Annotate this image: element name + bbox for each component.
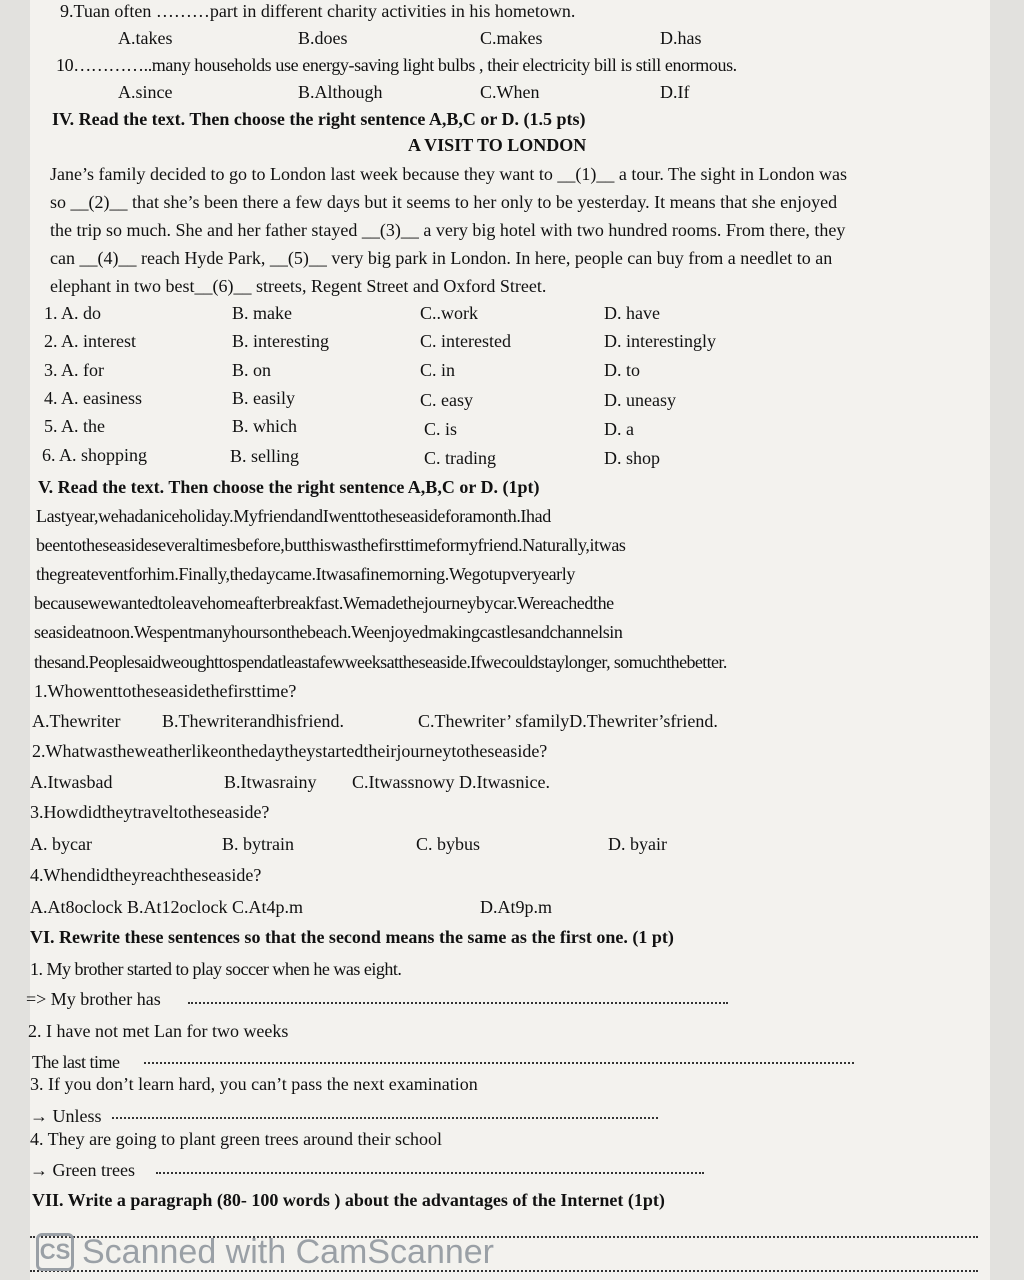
q10-option-a: A.since: [118, 82, 173, 102]
section5-passage-line: thesand.Peoplesaidweoughttospendatleastafewweeksattheseaside.Ifwecouldstaylonger, somuchthebetter.: [34, 652, 727, 672]
s6-item3-prompt: → Unless: [30, 1106, 102, 1126]
camscanner-logo-icon: CS: [36, 1233, 74, 1271]
section5-heading: V. Read the text. Then choose the right sentence A,B,C or D. (1pt): [38, 477, 540, 497]
section5-passage-line: Lastyear,wehadaniceholiday.MyfriendandIwenttotheseasideforamonth.Ihad: [36, 506, 551, 526]
answer-line[interactable]: [144, 1048, 854, 1064]
s5-q4-abc: A.At8oclock B.At12oclock C.At4p.m: [30, 897, 303, 917]
section4-title: A VISIT TO LONDON: [408, 135, 587, 155]
s5-q2-a: A.Itwasbad: [30, 772, 113, 792]
s4-q1-c: C..work: [420, 303, 478, 323]
s6-item4-original: 4. They are going to plant green trees around their school: [30, 1129, 443, 1149]
q9-option-b: B.does: [298, 28, 348, 48]
s4-q4-c: C. easy: [420, 390, 473, 410]
s4-q2-a: 2. A. interest: [44, 331, 136, 351]
s4-q1-b: B. make: [232, 303, 292, 323]
s4-q6-a: 6. A. shopping: [42, 445, 148, 465]
s5-q2-b: B.Itwasrainy: [224, 772, 317, 792]
q9-option-c: C.makes: [480, 28, 543, 48]
s6-item4-prompt: → Green trees: [30, 1160, 135, 1180]
section6-heading: VI. Rewrite these sentences so that the second means the same as the first one. (1 pt): [30, 927, 674, 947]
s6-item3-original: 3. If you don’t learn hard, you can’t pass the next examination: [30, 1074, 478, 1094]
s5-q1-b: B.Thewriterandhisfriend.: [162, 711, 344, 731]
s5-q3-d: D. byair: [608, 834, 667, 854]
section5-passage-line: becausewewantedtoleavehomeafterbreakfast.Wemadethejourneybycar.Wereachedthe: [34, 593, 614, 613]
s5-q4: 4.Whendidtheyreachtheseaside?: [30, 865, 262, 885]
s4-q3-d: D. to: [604, 360, 640, 380]
s4-q6-b: B. selling: [230, 446, 300, 466]
s5-q1: 1.Whowenttotheseasidethefirsttime?: [34, 681, 297, 701]
s4-q4-a: 4. A. easiness: [44, 388, 142, 408]
s5-q2-c: C.Itwassnowy D.Itwasnice.: [352, 772, 550, 792]
q10-option-d: D.If: [660, 82, 690, 102]
s4-q5-b: B. which: [232, 416, 297, 436]
s5-q3-c: C. bybus: [416, 834, 481, 854]
s5-q3-a: A. bycar: [30, 834, 92, 854]
s4-q4-d: D. uneasy: [604, 390, 676, 410]
s5-q4-d: D.At9p.m: [480, 897, 552, 917]
s6-item2-original: 2. I have not met Lan for two weeks: [28, 1021, 289, 1041]
s4-q1-a: 1. A. do: [44, 303, 102, 323]
s6-item1-prompt: => My brother has: [26, 989, 161, 1009]
answer-line[interactable]: [156, 1158, 704, 1174]
section5-passage-line: thegreateventforhim.Finally,thedaycame.Itwasafinemorning.Wegotupveryearly: [36, 564, 575, 584]
s5-q2: 2.Whatwastheweatherlikeonthedaytheystartedtheirjourneytotheseaside?: [32, 741, 548, 761]
q9-option-d: D.has: [660, 28, 702, 48]
answer-line[interactable]: [112, 1103, 658, 1119]
s4-q3-c: C. in: [420, 360, 456, 380]
s5-q1-a: A.Thewriter: [32, 711, 121, 731]
paper-shadow: [0, 0, 30, 1280]
s4-q2-d: D. interestingly: [604, 331, 716, 351]
s4-q2-c: C. interested: [420, 331, 511, 351]
section7-heading: VII. Write a paragraph (80- 100 words ) about the advantages of the Internet (1pt): [32, 1190, 665, 1210]
camscanner-text: Scanned with CamScanner: [82, 1232, 495, 1271]
s4-q4-b: B. easily: [232, 388, 295, 408]
q9-option-a: A.takes: [118, 28, 173, 48]
section4-heading: IV. Read the text. Then choose the right sentence A,B,C or D. (1.5 pts): [52, 109, 586, 129]
section4-passage-line: so __(2)__ that she’s been there a few days but it seems to her only to be yesterday. It means that she enjoyed: [50, 192, 838, 212]
s5-q3-b: B. bytrain: [222, 834, 294, 854]
section4-passage-line: Jane’s family decided to go to London last week because they want to __(1)__ a tour. The sight in London was: [50, 164, 847, 184]
s4-q5-d: D. a: [604, 419, 634, 439]
section4-passage-line: elephant in two best__(6)__ streets, Regent Street and Oxford Street.: [50, 276, 547, 296]
section4-passage-line: can __(4)__ reach Hyde Park, __(5)__ very big park in London. In here, people can buy from a needlet to an: [50, 248, 833, 268]
q10-stem: 10…………..many households use energy-saving light bulbs , their electricity bill is still enormous.: [56, 55, 737, 75]
s4-q3-b: B. on: [232, 360, 272, 380]
s4-q5-c: C. is: [424, 419, 458, 439]
s4-q6-d: D. shop: [604, 448, 661, 468]
s4-q1-d: D. have: [604, 303, 660, 323]
s4-q6-c: C. trading: [424, 448, 496, 468]
s4-q5-a: 5. A. the: [44, 416, 105, 436]
q9-stem: 9.Tuan often ………part in different charity activities in his hometown.: [60, 1, 576, 21]
s5-q3: 3.Howdidtheytraveltotheseaside?: [30, 802, 270, 822]
section5-passage-line: seasideatnoon.Wespentmanyhoursonthebeach.Weenjoyedmakingcastlesandchannelsin: [34, 622, 623, 642]
s5-q1-c: C.Thewriter’ sfamilyD.Thewriter’sfriend.: [418, 711, 718, 731]
section5-passage-line: beentotheseasideseveraltimesbefore,butthiswasthefirsttimeformyfriend.Naturally,itwas: [36, 535, 626, 555]
s6-item2-prompt: The last time: [32, 1052, 120, 1072]
camscanner-watermark: [36, 1232, 494, 1272]
s4-q3-a: 3. A. for: [44, 360, 104, 380]
answer-line[interactable]: [188, 988, 728, 1004]
q10-option-b: B.Although: [298, 82, 383, 102]
s4-q2-b: B. interesting: [232, 331, 329, 351]
paper-shadow: [990, 0, 1024, 1280]
q10-option-c: C.When: [480, 82, 540, 102]
section4-passage-line: the trip so much. She and her father stayed __(3)__ a very big hotel with two hundred rooms. From there, they: [50, 220, 846, 240]
s6-item1-original: 1. My brother started to play soccer when he was eight.: [30, 959, 402, 979]
